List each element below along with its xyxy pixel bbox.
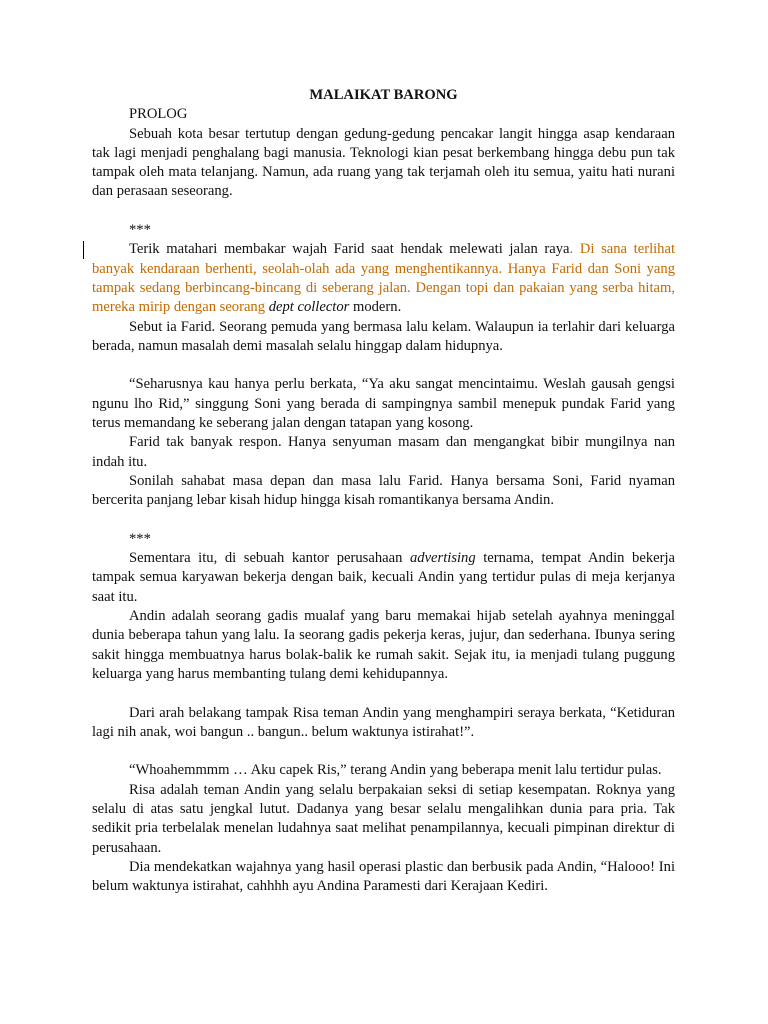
text-cursor	[83, 241, 84, 259]
paragraph-text: . Di sana terlihat banyak kendaraan berhenti, seolah-olah ada yang menghentikannya. Hanya Farid dan Soni yang tampak sedang berbincang-bincang di seberang jalan. Dengan topi dan pakaian yang serba hitam, mereka mirip dengan seorang	[92, 241, 676, 316]
document-page[interactable]	[92, 86, 675, 896]
paragraph	[92, 549, 675, 607]
paragraph: Sonilah sahabat masa depan dan masa lalu Farid. Hanya bersama Soni, Farid nyaman bercerita panjang lebar kisah hidup hingga kisah romantikanya bersama Andin.	[92, 472, 675, 509]
paragraph: Dari arah belakang tampak Risa teman Andin yang menghampiri seraya berkata, “Ketiduran lagi nih anak, woi bangun .. bangun.. belum waktunya istirahat!”.	[92, 704, 675, 740]
blank-line	[92, 356, 675, 375]
paragraph: Dia mendekatkan wajahnya yang hasil operasi plastic dan berbusik pada Andin, “Halooo! Ini belum waktunya istirahat, cahhhh ayu Andina Paramesti dari Kerajaan Kediri.	[92, 858, 675, 895]
blank-line	[92, 742, 675, 761]
paragraph	[92, 240, 675, 317]
paragraph-text: ternama, tempat Andin bekerja tampak semua karyawan bekerja dengan baik, kecuali Andin yang tertidur pulas di meja kerjanya saat itu.	[92, 550, 675, 605]
paragraph: “Seharusnya kau hanya perlu berkata, “Ya aku sangat mencintaimu. Weslah gausah gengsi ngunu lho Rid,” singgung Soni yang berada di sampingnya sambil menepuk pundak Farid yang terus memandang ke seberang jalan dengan tatapan yang kosong.	[92, 376, 675, 432]
paragraph: Risa adalah teman Andin yang selalu berpakaian seksi di setiap kesempatan. Roknya yang selalu di atas satu jengkal lutut. Dadanya yang besar selalu mengalihkan dunia para pria. Tak sedikit pria terbelalak menelan ludahnya saat melihat penampilannya, kecuali pimpinan direktur di perusahaan.	[92, 781, 675, 856]
paragraph-text: Sementara itu, di sebuah kantor perusahaan	[129, 550, 410, 567]
scene-separator: ***	[129, 530, 151, 547]
blank-line	[92, 202, 675, 221]
italic-term: advertising	[409, 550, 476, 567]
blank-line	[92, 511, 675, 530]
paragraph: “Whoahemmmm … Aku capek Ris,” terang Andin yang beberapa menit lalu tertidur pulas.	[129, 762, 662, 779]
italic-term: dept collector	[268, 299, 350, 316]
document-title: MALAIKAT BARONG	[309, 87, 458, 103]
prolog-heading: PROLOG	[129, 106, 188, 123]
paragraph-text: Terik matahari membakar wajah Farid saat hendak melewati jalan raya	[129, 241, 570, 258]
paragraph: Sebuah kota besar tertutup dengan gedung-gedung pencakar langit hingga asap kendaraan tak lagi menjadi penghalang bagi manusia. Teknologi kian pesat berkembang hingga debu pun tak tampak oleh mata telanjang. Namun, ada ruang yang tak terjamah oleh itu semua, yaitu hati nurani dan perasaan seseorang.	[92, 125, 675, 200]
paragraph: Sebut ia Farid. Seorang pemuda yang bermasa lalu kelam. Walaupun ia terlahir dari keluarga berada, namun masalah demi masalah selalu hinggap dalam hidupnya.	[92, 318, 675, 354]
paragraph-text: modern.	[349, 299, 402, 316]
paragraph: Farid tak banyak respon. Hanya senyuman masam dan mengangkat bibir mungilnya nan indah itu.	[92, 434, 675, 470]
paragraph: Andin adalah seorang gadis mualaf yang baru memakai hijab setelah ayahnya meninggal dunia beberapa tahun yang lalu. Ia seorang gadis pekerja keras, jujur, dan sederhana. Ibunya sering sakit hingga membuatnya harus bolak-balik ke rumah sakit. Sejak itu, ia menjadi tulang puggung keluarga yang harus membanting tulang demi kehidupannya.	[92, 608, 675, 682]
blank-line	[92, 684, 675, 703]
scene-separator: ***	[129, 222, 151, 239]
